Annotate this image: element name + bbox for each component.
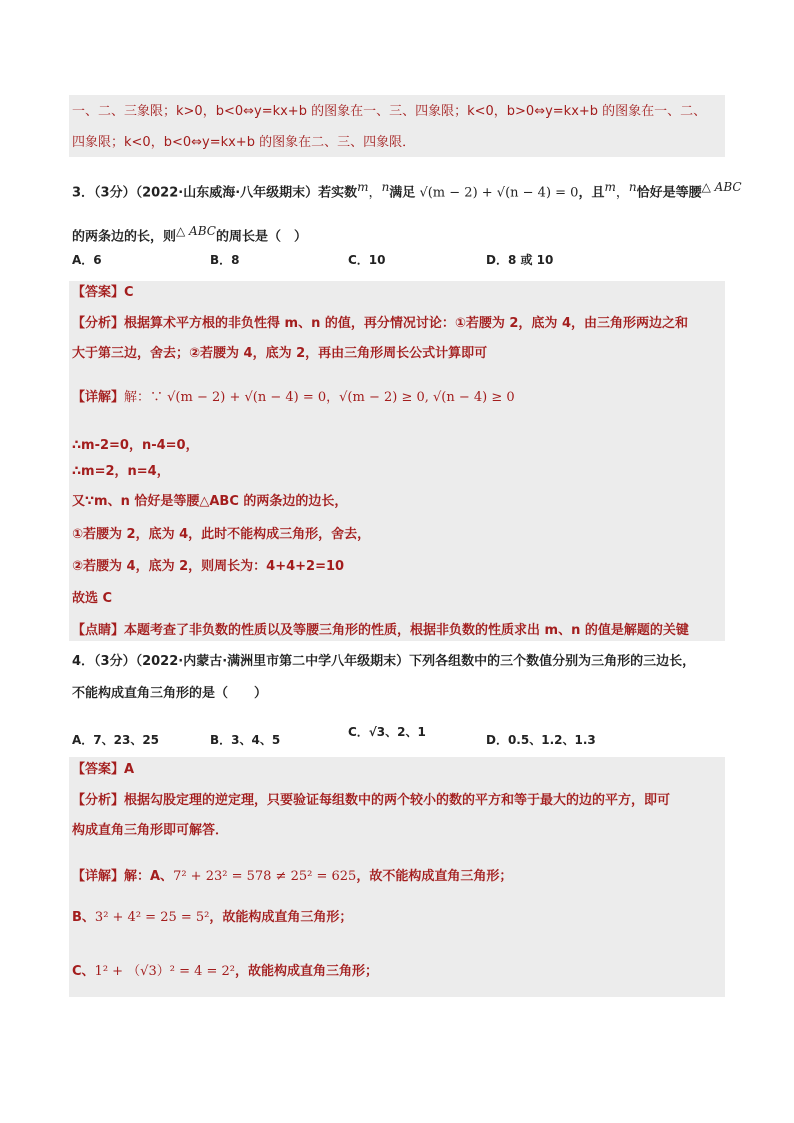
q3-equation: √(m − 2) + √(n − 4) = 0	[419, 185, 579, 201]
q4-detail-c-equation: 1² + （√3）² = 4 = 2²	[94, 964, 236, 979]
q3-var-m: m	[357, 180, 369, 194]
q4-analysis-line-2: 构成直角三角形即可解答．	[72, 823, 229, 838]
q4-detail-b-prefix: B、	[72, 910, 95, 925]
q4-detail-c-prefix: C、	[72, 964, 95, 979]
q4-detail-a-suffix: ，故不能构成直角三角形；	[356, 869, 513, 884]
q3-step-3: 又∵m、n 恰好是等腰△ABC 的两条边的边长，	[72, 494, 348, 509]
q3-var-m2: m	[604, 180, 616, 194]
q3-triangle-2: △ ABC	[176, 224, 216, 238]
q4-option-b: B．3、4、5	[210, 733, 281, 747]
q3-step-4: ①若腰为 2，底为 4，此时不能构成三角形，舍去，	[72, 527, 371, 542]
previous-text-line-2: 四象限；k<0，b<0⇔y=kx+b 的图象在二、三、四象限．	[72, 135, 416, 150]
q3-stem-line-2	[72, 221, 307, 247]
q3-answer-block	[69, 281, 725, 641]
q3-detail-line	[72, 388, 515, 408]
q3-option-c: C．10	[348, 253, 386, 267]
q4-detail-c	[72, 962, 378, 982]
q3-var-n: n	[381, 180, 390, 194]
q4-detail-a	[72, 867, 512, 887]
q3-triangle: △ ABC	[701, 180, 742, 194]
q3-step-5: ②若腰为 4，底为 2，则周长为：4+4+2=10	[72, 559, 345, 574]
q4-option-a: A．7、23、25	[72, 733, 160, 747]
q4-answer: 【答案】A	[72, 762, 135, 777]
q3-stem-isosceles: 恰好是等腰	[636, 185, 702, 201]
q4-option-c: C．√3、2、1	[348, 725, 426, 739]
q3-stem-start: 3．（3分）（2022·山东威海·八年级期末）若实数	[72, 185, 358, 201]
q4-stem-line-1: 4．（3分）（2022·内蒙古·满洲里市第二中学八年级期末）下列各组数中的三个数值分别为三角形的三边长，	[72, 654, 696, 669]
previous-text-line-1: 一、二、三象限；k>0，b<0⇔y=kx+b 的图象在一、三、四象限；k<0，b>0⇔y=kx+b 的图象在一、二、	[72, 104, 707, 119]
q3-option-a: A．6	[72, 253, 102, 267]
q4-detail-b-suffix: ，故能构成直角三角形；	[209, 910, 353, 925]
q3-stem-satisfy: 满足	[389, 185, 416, 201]
q3-analysis-line-2: 大于第三边，舍去；②若腰为 4，底为 2，再由三角形周长公式计算即可	[72, 346, 488, 361]
q4-stem-line-2: 不能构成直角三角形的是（ ）	[72, 686, 268, 701]
q3-option-d: D．8 或 10	[486, 253, 554, 267]
q4-detail-b-equation: 3² + 4² = 25 = 5²	[94, 910, 210, 925]
q3-step-6: 故选 C	[72, 591, 113, 606]
q3-option-b: B．8	[210, 253, 240, 267]
q4-detail-b	[72, 908, 352, 928]
q3-step-2: ∴m=2，n=4，	[72, 464, 170, 479]
q3-stem-perimeter: 的周长是（ ）	[215, 229, 307, 245]
q3-answer: 【答案】C	[72, 285, 134, 300]
q3-step-1: ∴m-2=0，n-4=0，	[72, 438, 199, 453]
q4-detail-a-prefix: 【详解】解：A、	[72, 869, 174, 884]
q3-var-n2: n	[628, 180, 637, 194]
q3-analysis-line-1: 【分析】根据算术平方根的非负性得 m、n 的值，再分情况讨论：①若腰为 2，底为 4，由三角形两边之和	[72, 316, 689, 331]
q4-analysis-line-1: 【分析】根据勾股定理的逆定理，只要验证每组数中的两个较小的数的平方和等于最大的边的平方，即可	[72, 793, 671, 808]
q3-stem-line-1: 3．（3分）（2022·山东威海·八年级期末）若实数$^m$，$^n$满足 √(m − 2) + √(n − 4) = 0，且$^m$，$^n$恰好是等腰$^{\triangle ABC}$	[72, 180, 742, 201]
q4-detail-c-suffix: ，故能构成直角三角形；	[235, 964, 379, 979]
q3-comment: 【点睛】本题考查了非负数的性质以及等腰三角形的性质，根据非负数的性质求出 m、n 的值是解题的关键	[72, 623, 689, 638]
q3-detail-equation: 解：∵ √(m − 2) + √(n − 4) = 0，√(m − 2) ≥ 0, √(n − 4) ≥ 0	[124, 390, 515, 405]
q3-detail-label: 【详解】	[72, 390, 125, 405]
q4-option-d: D．0.5、1.2、1.3	[486, 733, 596, 747]
q3-stem-two-sides: 的两条边的长，则	[72, 229, 177, 245]
q3-sep: ，	[368, 185, 382, 201]
q3-stem-and: ，且	[578, 185, 605, 201]
q4-detail-a-equation: 7² + 23² = 578 ≠ 25² = 625	[173, 869, 357, 884]
